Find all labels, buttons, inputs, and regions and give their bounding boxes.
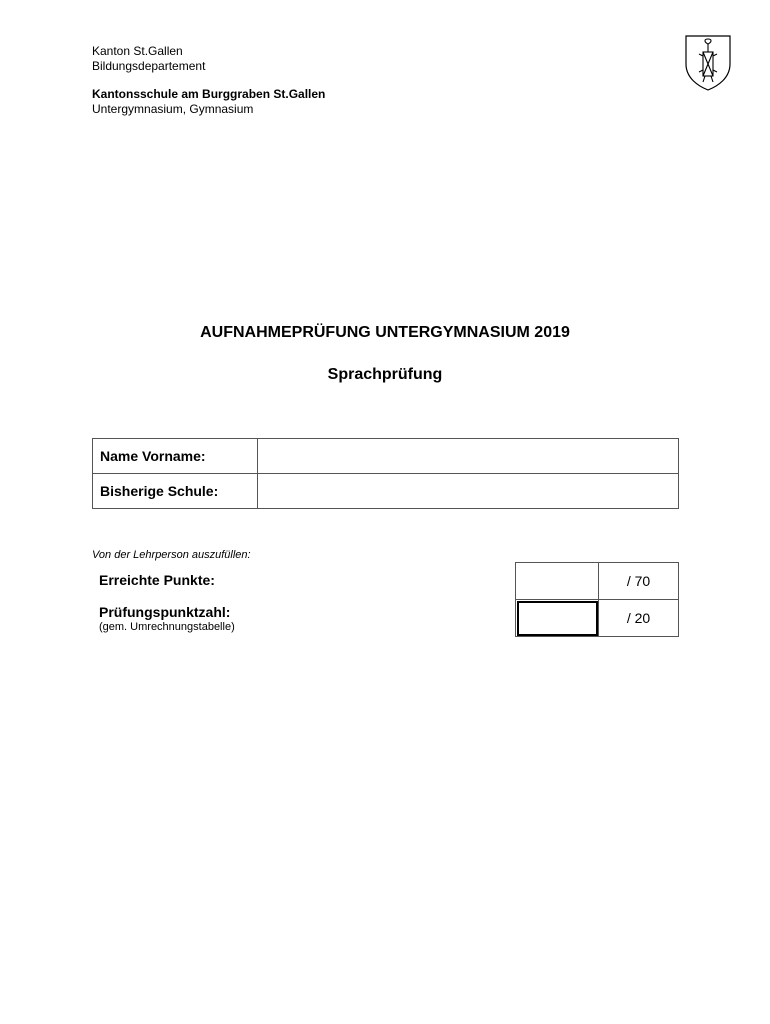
table-row (516, 600, 679, 637)
teacher-note: Von der Lehrperson auszufüllen: (92, 549, 251, 561)
name-field[interactable] (258, 439, 679, 474)
name-label: Name Vorname: (93, 439, 258, 474)
previous-school-label: Bisherige Schule: (93, 474, 258, 509)
exam-score-label: Prüfungspunktzahl: (99, 604, 231, 620)
achieved-points-field[interactable] (516, 563, 599, 600)
st-gallen-coat-of-arms-icon (684, 34, 732, 92)
exam-title: AUFNAHMEPRÜFUNG UNTERGYMNASIUM 2019 (200, 324, 570, 341)
department-name: Bildungsdepartement (92, 58, 206, 73)
table-row (516, 563, 679, 600)
letterhead (92, 44, 325, 116)
exam-score-sublabel: (gem. Umrechnungstabelle) (99, 621, 235, 633)
exam-score-field[interactable] (516, 600, 599, 637)
exam-score-max: / 20 (599, 600, 679, 637)
student-info-table (92, 438, 679, 509)
school-type: Untergymnasium, Gymnasium (92, 101, 254, 116)
canton-name: Kanton St.Gallen (92, 44, 183, 58)
score-table (515, 562, 679, 637)
school-name: Kantonsschule am Burggraben St.Gallen (92, 87, 326, 101)
exam-subtitle: Sprachprüfung (327, 366, 443, 383)
achieved-points-label: Erreichte Punkte: (99, 572, 215, 588)
previous-school-field[interactable] (258, 474, 679, 509)
table-row (93, 439, 679, 474)
achieved-points-max: / 70 (599, 563, 679, 600)
table-row (93, 474, 679, 509)
